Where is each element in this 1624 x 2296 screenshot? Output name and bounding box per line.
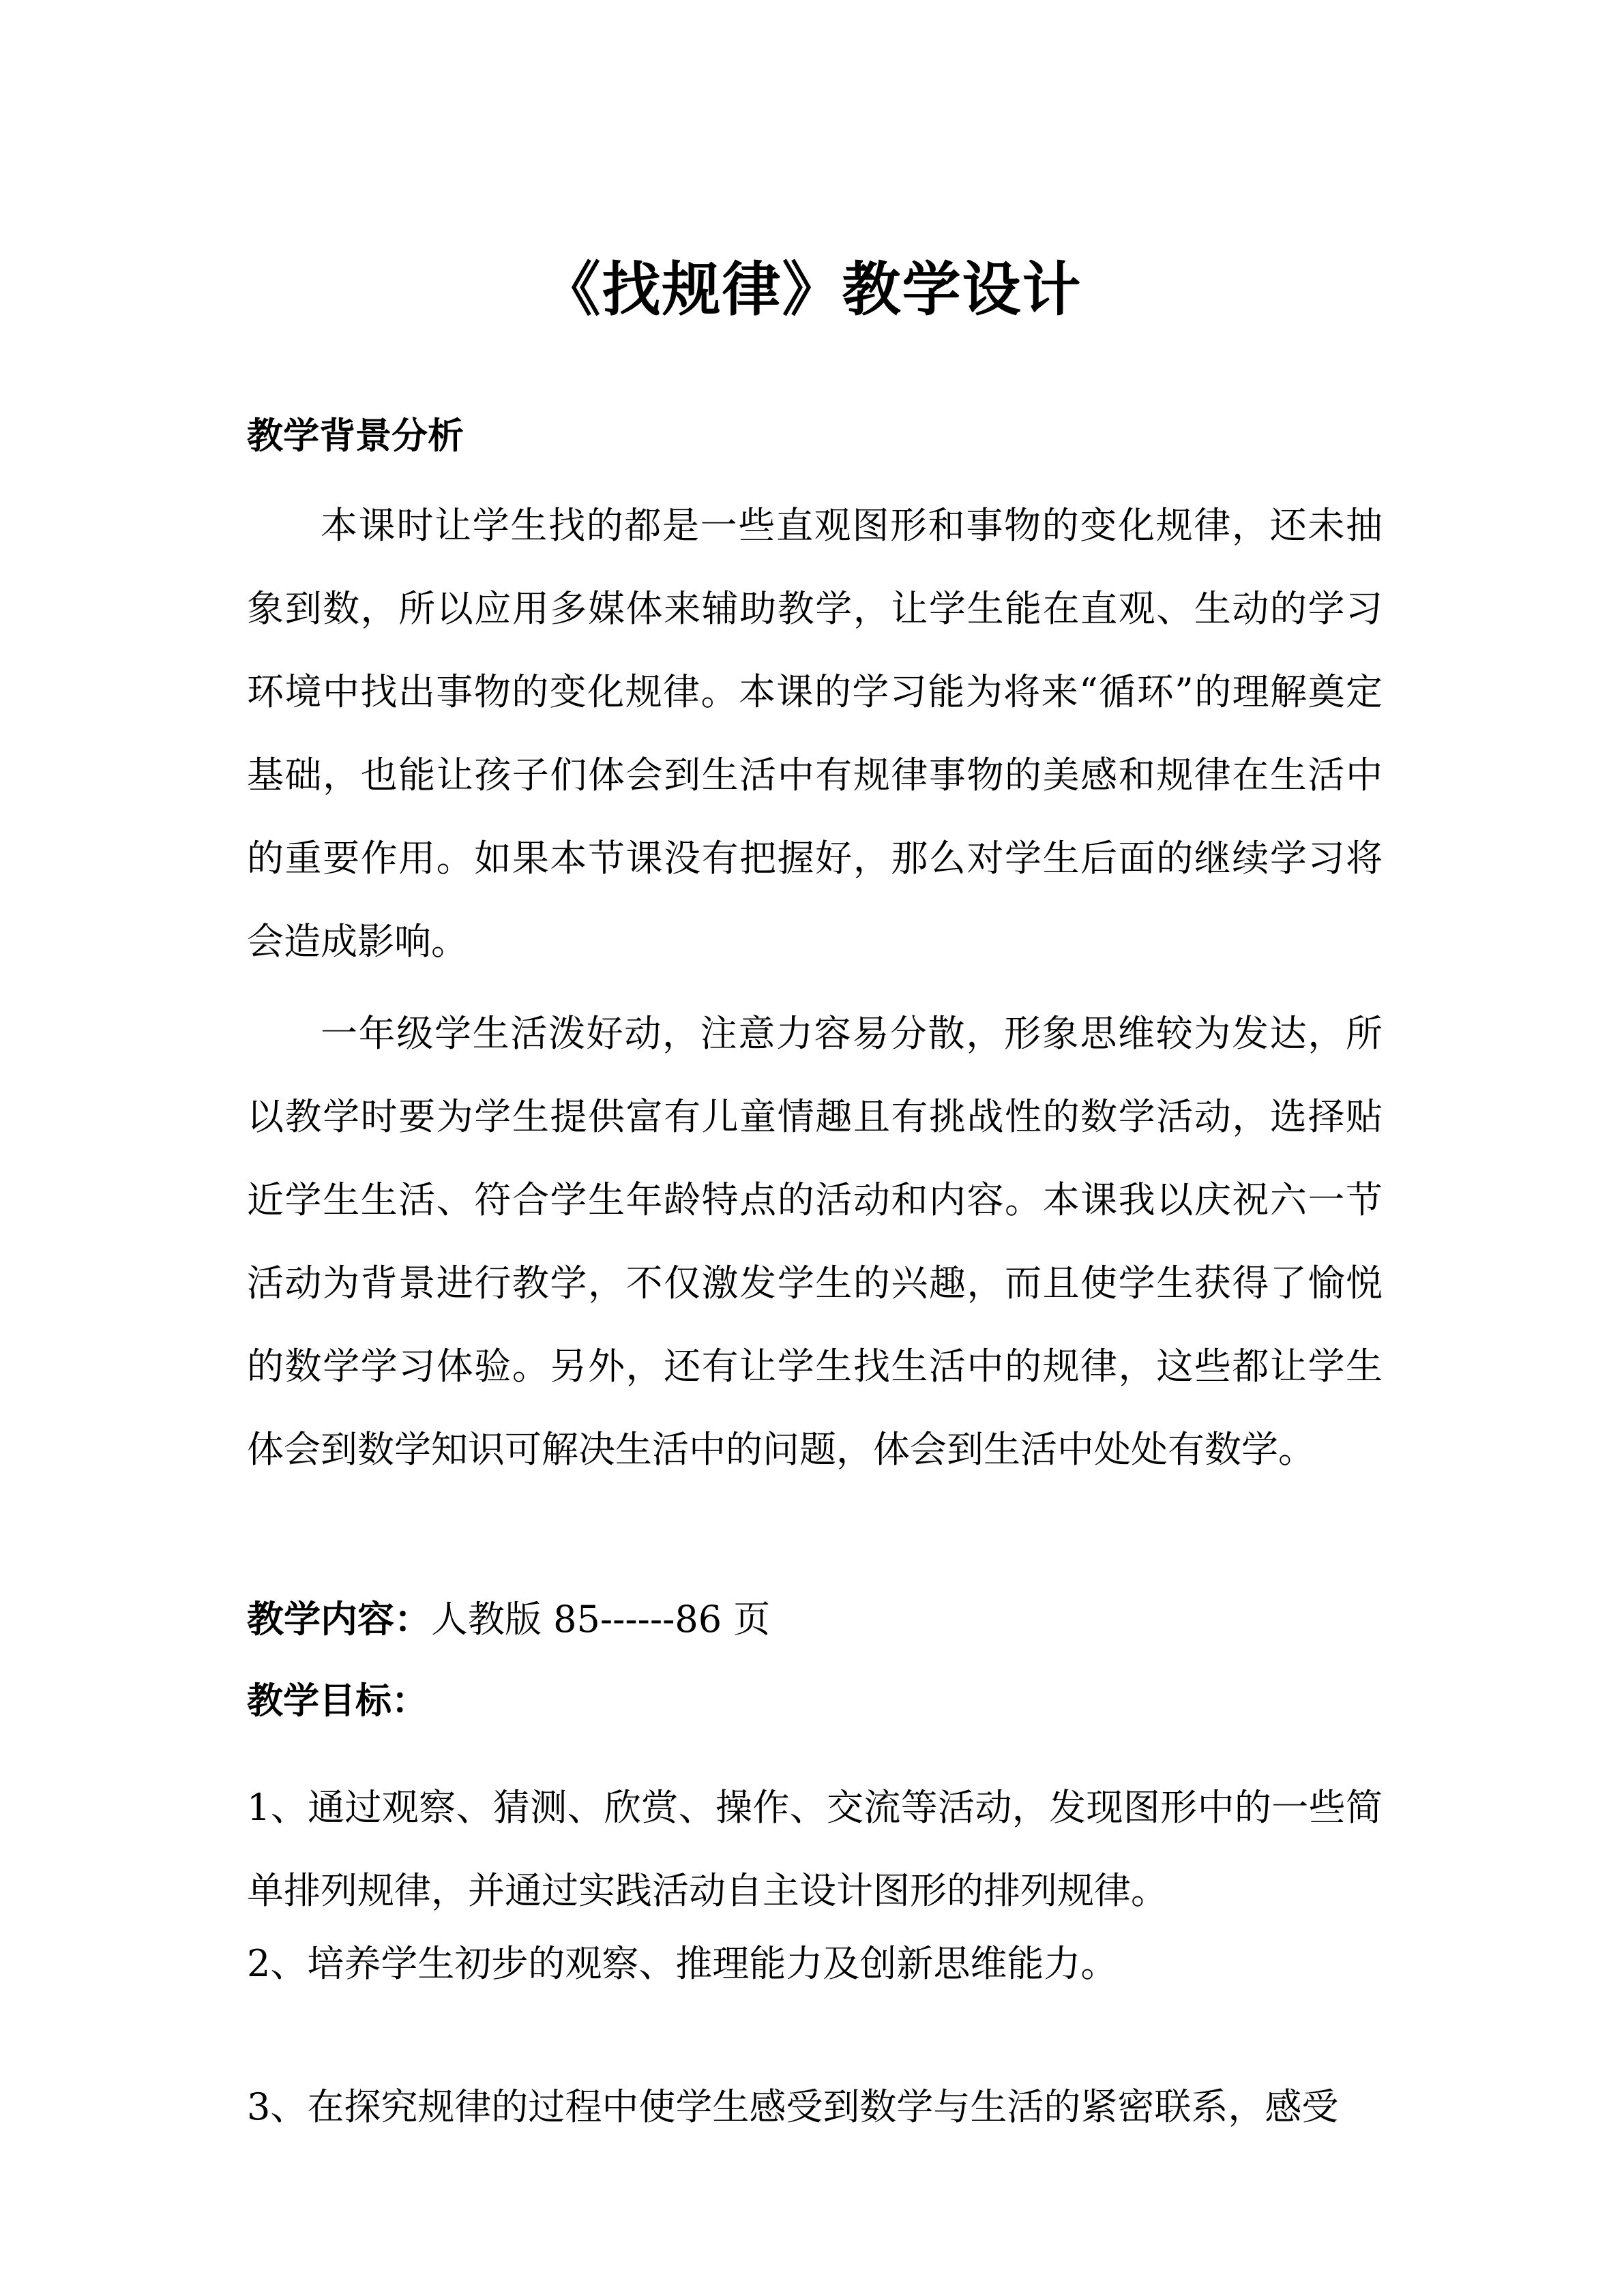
goal-item-2: 2、培养学生初步的观察、推理能力及创新思维能力。 [247, 1942, 1118, 1985]
teaching-content-value: 人教版 85------86 页 [431, 1598, 771, 1641]
goal-item-3: 3、在探究规律的过程中使学生感受到数学与生活的紧密联系，感受 [247, 2085, 1339, 2128]
teaching-content-label: 教学内容： [247, 1598, 431, 1641]
section-heading-background: 教学背景分析 [247, 415, 464, 457]
background-paragraph-2: 一年级学生活泼好动，注意力容易分散，形象思维较为发达，所以教学时要为学生提供富有儿童情趣且有挑战性的数学活动，选择贴近学生生活、符合学生年龄特点的活动和内容。本课我以庆祝六一节活动为背景进行教学，不仅激发学生的兴趣，而且使学生获得了愉悦的数学学习体验。另外，还有让学生找生活中的规律，这些都让学生体会到数学知识可解决生活中的问题，体会到生活中处处有数学。 [247, 1012, 1383, 1471]
background-paragraph-1: 本课时让学生找的都是一些直观图形和事物的变化规律，还未抽象到数，所以应用多媒体来辅助教学，让学生能在直观、生动的学习环境中找出事物的变化规律。本课的学习能为将来“循环”的理解奠定基础，也能让孩子们体会到生活中有规律事物的美感和规律在生活中的重要作用。如果本节课没有把握好，那么对学生后面的继续学习将会造成影响。 [247, 504, 1383, 963]
section-heading-goals: 教学目标： [247, 1680, 428, 1722]
teaching-content-line [247, 1589, 1383, 1650]
document-title: 《找规律》教学设计 [542, 256, 1082, 324]
goal-item-1: 1、通过观察、猜测、欣赏、操作、交流等活动，发现图形中的一些简单排列规律，并通过实践活动自主设计图形的排列规律。 [247, 1786, 1383, 1912]
